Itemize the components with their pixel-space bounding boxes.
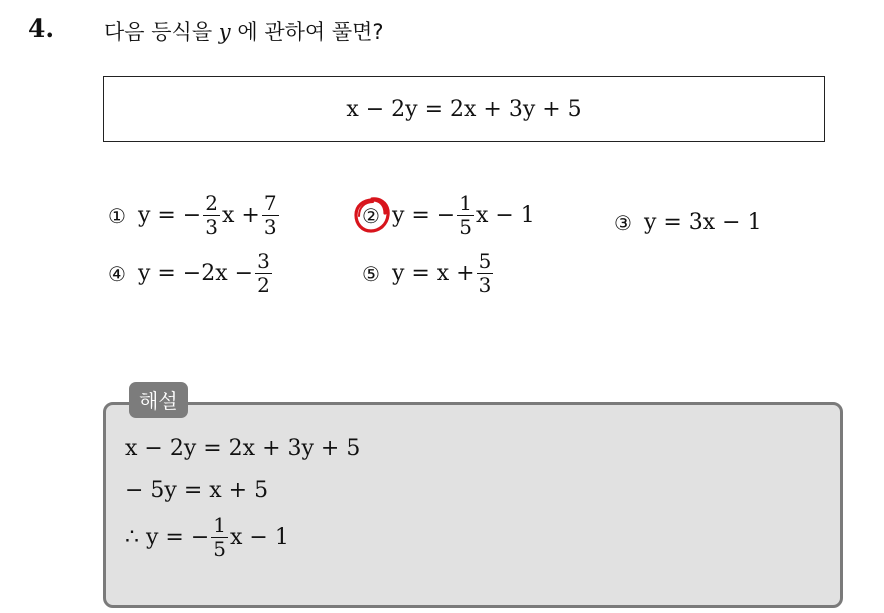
fraction-numerator: 1 xyxy=(213,513,227,537)
choice-lhs: y = −2x − xyxy=(137,261,254,286)
solution-line-3 xyxy=(125,515,289,560)
choice-lhs: y = − xyxy=(137,203,202,228)
fraction-denominator: 5 xyxy=(213,537,227,561)
solution-line-2: − 5y = x + 5 xyxy=(125,478,269,503)
choice-fraction xyxy=(477,251,494,296)
fraction-denominator: 3 xyxy=(205,215,218,239)
solution-label: 해설 xyxy=(129,382,188,418)
choice-4[interactable] xyxy=(108,251,274,296)
fraction-denominator: 5 xyxy=(459,215,472,239)
choice-rest: x + xyxy=(221,203,260,228)
choice-2[interactable] xyxy=(362,193,535,238)
choice-number xyxy=(362,204,380,228)
fraction-denominator: 3 xyxy=(263,215,277,239)
choice-3[interactable] xyxy=(614,210,762,235)
choice-fraction xyxy=(457,193,474,238)
question-text xyxy=(104,16,384,46)
choice-number-text: ② xyxy=(362,203,380,228)
fraction-numerator: 2 xyxy=(205,191,218,215)
choice-1[interactable] xyxy=(108,193,281,238)
equation: x − 2y = 2x + 3y + 5 xyxy=(346,96,582,122)
choice-number: ⑤ xyxy=(362,261,380,286)
question-variable: y xyxy=(218,20,231,44)
choice-fraction-2 xyxy=(262,193,279,238)
red-circle-mark-icon xyxy=(353,196,391,234)
question-text-after: 에 관하여 풀면? xyxy=(237,20,384,44)
choice-lhs: y = − xyxy=(391,203,456,228)
question-text-before: 다음 등식을 xyxy=(104,20,213,44)
choice-expr: y = 3x − 1 xyxy=(643,210,762,235)
choice-rest: x − 1 xyxy=(475,203,535,228)
fraction-denominator: 2 xyxy=(257,273,270,297)
choice-fraction xyxy=(203,193,220,238)
choice-number: ① xyxy=(108,203,126,228)
choice-number: ③ xyxy=(614,210,632,235)
fraction-numerator: 7 xyxy=(263,191,277,215)
solution-line-1: x − 2y = 2x + 3y + 5 xyxy=(125,436,361,461)
solution-box xyxy=(103,402,843,608)
solution-line-3-prefix: ∴ y = − xyxy=(125,525,210,550)
fraction-numerator: 1 xyxy=(459,191,472,215)
solution-line-3-suffix: x − 1 xyxy=(230,525,289,550)
choice-number: ④ xyxy=(108,261,126,286)
solution-fraction xyxy=(211,515,228,560)
choice-5[interactable] xyxy=(362,251,495,296)
fraction-numerator: 5 xyxy=(478,249,492,273)
fraction-numerator: 3 xyxy=(257,249,270,273)
choice-lhs: y = x + xyxy=(391,261,475,286)
equation-box xyxy=(103,76,825,142)
question-number: 4. xyxy=(28,14,55,43)
fraction-denominator: 3 xyxy=(478,273,492,297)
choice-fraction xyxy=(255,251,272,296)
